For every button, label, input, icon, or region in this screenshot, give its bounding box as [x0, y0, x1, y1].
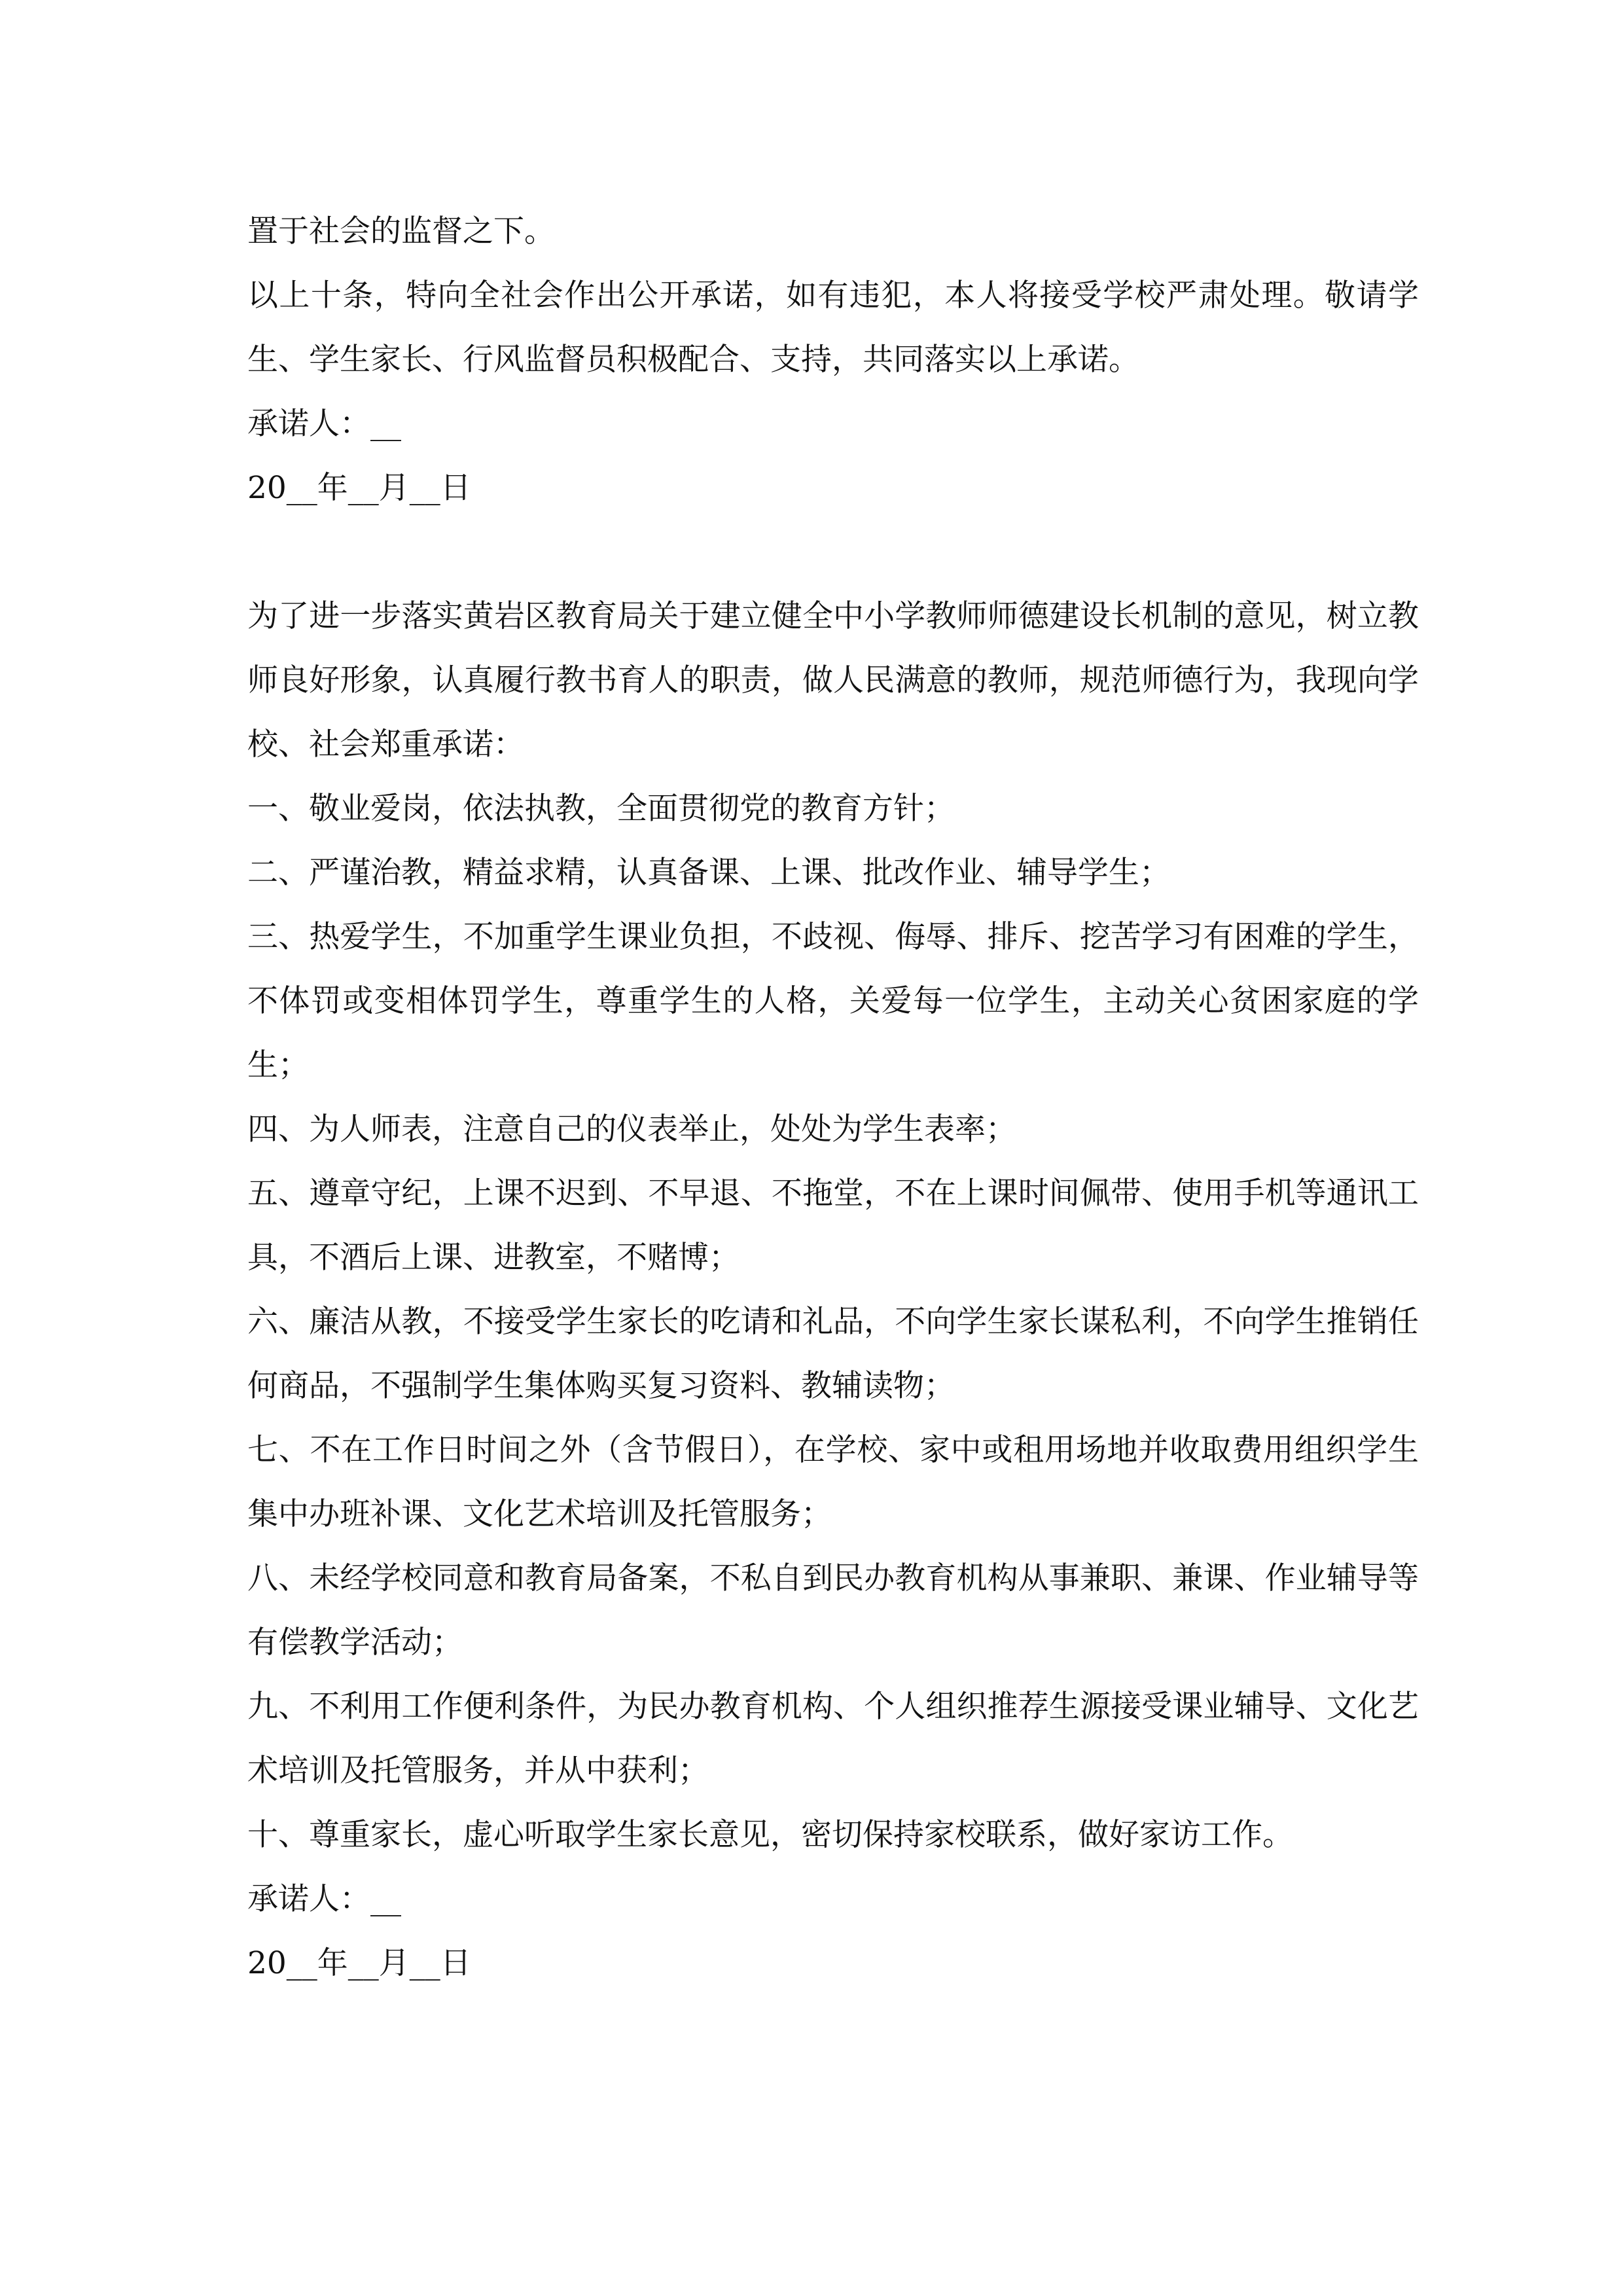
document-body — [247, 200, 1419, 1996]
pledge-item-7: 七、不在工作日时间之外（含节假日），在学校、家中或租用场地并收取费用组织学生集中办班补课、文化艺术培训及托管服务； — [247, 1432, 1419, 1532]
pledge-item-9: 九、不利用工作便利条件，为民办教育机构、个人组织推荐生源接受课业辅导、文化艺术培训及托管服务，并从中获利； — [247, 1689, 1419, 1789]
section2-intro: 为了进一步落实黄岩区教育局关于建立健全中小学教师师德建设长机制的意见，树立教师良好形象，认真履行教书育人的职责，做人民满意的教师，规范师德行为，我现向学校、社会郑重承诺： — [247, 598, 1419, 762]
section2-date: 20__年__月__日 — [247, 1945, 471, 1981]
section1-line-1: 置于社会的监督之下。 — [247, 213, 555, 249]
pledge-item-10: 十、尊重家长，虚心听取学生家长意见，密切保持家校联系，做好家访工作。 — [247, 1817, 1293, 1853]
pledge-item-1: 一、敬业爱岗，依法执教，全面贯彻党的教育方针； — [247, 791, 955, 827]
section1-date: 20__年__月__日 — [247, 470, 471, 506]
section1-line-2: 以上十条，特向全社会作出公开承诺，如有违犯，本人将接受学校严肃处理。敬请学生、学生家长、行风监督员积极配合、支持，共同落实以上承诺。 — [247, 278, 1419, 378]
pledge-item-8: 八、未经学校同意和教育局备案，不私自到民办教育机构从事兼职、兼课、作业辅导等有偿教学活动； — [247, 1560, 1419, 1660]
pledge-item-6: 六、廉洁从教，不接受学生家长的吃请和礼品，不向学生家长谋私利，不向学生推销任何商品，不强制学生集体购买复习资料、教辅读物； — [247, 1304, 1419, 1404]
pledge-item-5: 五、遵章守纪，上课不迟到、不早退、不拖堂，不在上课时间佩带、使用手机等通讯工具，不酒后上课、进教室，不赌博； — [247, 1175, 1419, 1276]
pledge-item-4: 四、为人师表，注意自己的仪表举止，处处为学生表率； — [247, 1111, 1016, 1147]
pledge-item-2: 二、严谨治教，精益求精，认真备课、上课、批改作业、辅导学生； — [247, 855, 1170, 891]
section2-signer: 承诺人：__ — [247, 1881, 401, 1917]
section-gap — [247, 520, 1419, 584]
section1-signer: 承诺人：__ — [247, 406, 401, 442]
pledge-item-3: 三、热爱学生，不加重学生课业负担，不歧视、侮辱、排斥、挖苦学习有困难的学生，不体罚或变相体罚学生，尊重学生的人格，关爱每一位学生，主动关心贫困家庭的学生； — [247, 919, 1419, 1083]
